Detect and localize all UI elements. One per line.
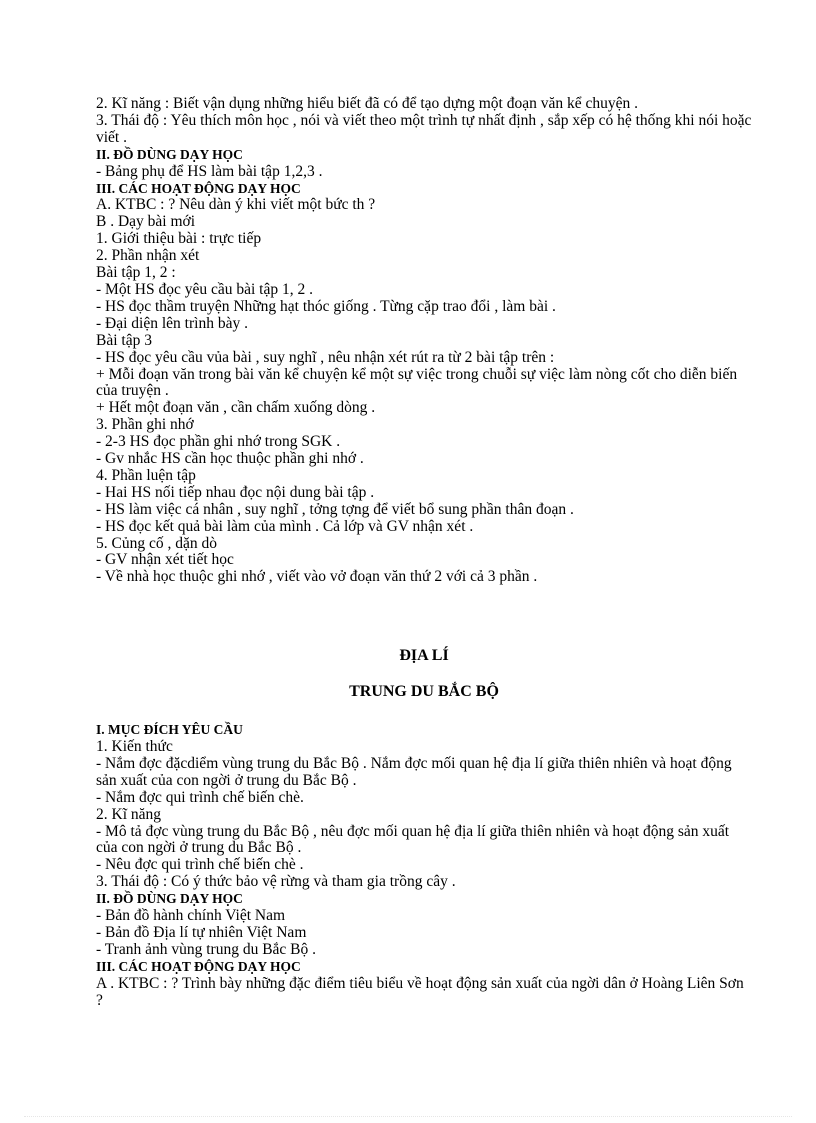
section-heading: III. CÁC HOẠT ĐỘNG DẠY HỌC [96,180,301,196]
text-line: - Hai HS nối tiếp nhau đọc nội dung bài tập . [96,483,375,501]
title-gap [96,701,752,722]
lesson-section-dia-li [96,722,752,1009]
text-line: - Mô tả đợc vùng trung du Bắc Bộ , nêu đợc mối quan hệ địa lí giữa thiên nhiên và hoạt động sản xuất của con ngời ở trung du Bắc Bộ . [96,822,730,857]
text-line: - HS làm việc cá nhân , suy nghĩ , tởng tợng để viết bổ sung phần thân đoạn . [96,500,574,518]
text-line: Bài tập 3 [96,331,152,349]
text-line: - Gv nhắc HS cần học thuộc phần ghi nhớ . [96,450,364,468]
section-heading: II. ĐỒ DÙNG DẠY HỌC [96,891,243,907]
text-line: A. KTBC : ? Nêu dàn ý khi viết một bức th ? [96,196,376,214]
text-line: Bài tập 1, 2 : [96,264,176,282]
title-gap [96,665,752,684]
subject-heading: ĐỊA LÍ [399,647,449,665]
text-line: - Về nhà học thuộc ghi nhớ , viết vào vở đoạn văn thứ 2 với cả 3 phần . [96,568,538,586]
section-heading: II. ĐỒ DÙNG DẠY HỌC [96,146,243,162]
text-line: + Mỗi đoạn văn trong bài văn kể chuyện kể một sự việc trong chuỗi sự việc làm nòng cốt cho diễn biến của truyện . [96,365,738,400]
text-line: 2. Phần nhận xét [96,247,200,265]
text-line: 5. Củng cố , dặn dò [96,534,217,552]
text-line: 1. Kiến thức [96,738,173,755]
document-page [96,96,752,1010]
text-line: - HS đọc kết quả bài làm của mình . Cả lớp và GV nhận xét . [96,517,474,535]
lesson-section-tieng-viet [96,96,752,586]
text-line: 3. Thái độ : Yêu thích môn học , nói và viết theo một trình tự nhất định , sắp xếp có hệ thống khi nói hoặc viết . [96,111,752,146]
text-line: - Nêu đợc qui trình chế biến chè . [96,856,304,874]
text-line: - Đại diện lên trình bày . [96,314,248,332]
text-line: 3. Phần ghi nhớ [96,416,194,434]
text-line: 3. Thái độ : Có ý thức bảo vệ rừng và tham gia trồng cây . [96,873,456,891]
text-line: - Bảng phụ để HS làm bài tập 1,2,3 . [96,162,323,180]
text-line: - 2-3 HS đọc phần ghi nhớ trong SGK . [96,433,341,451]
text-line: - Nắm đợc đặcdiểm vùng trung du Bắc Bộ . Nắm đợc mối quan hệ địa lí giữa thiên nhiên và hoạt động sản xuất của con ngời ở trung du Bắc Bộ . [96,754,732,789]
text-line: 2. Kĩ năng : Biết vận dụng những hiểu biết đã có để tạo dựng một đoạn văn kể chuyện . [96,95,638,112]
text-line: - Nắm đợc qui trình chế biến chè. [96,788,304,806]
text-line: B . Dạy bài mới [96,213,196,231]
text-line: - HS đọc yêu cầu vủa bài , suy nghĩ , nêu nhận xét rút ra từ 2 bài tập trên : [96,348,555,366]
section-heading: I. MỤC ĐÍCH YÊU CẦU [96,722,243,738]
text-line: - HS đọc thầm truyện Những hạt thóc giống . Từng cặp trao đổi , làm bài . [96,297,556,315]
text-line: - Tranh ảnh vùng trung du Bắc Bộ . [96,940,317,958]
text-line: 1. Giới thiệu bài : trực tiếp [96,230,262,248]
text-line: - Một HS đọc yêu cầu bài tập 1, 2 . [96,280,313,298]
page-bottom-border [24,1116,792,1117]
text-line: A . KTBC : ? Trình bày những đặc điểm tiêu biểu về hoạt động sản xuất của ngời dân ở Hoàng Liên Sơn ? [96,974,744,1009]
section-gap [96,586,752,648]
text-line: 4. Phần luện tập [96,466,196,484]
text-line: 2. Kĩ năng [96,805,162,823]
lesson-title: TRUNG DU BẮC BỘ [349,683,499,701]
text-line: - Bản đồ hành chính Việt Nam [96,907,286,925]
text-line: - GV nhận xét tiết học [96,551,234,569]
text-line: + Hết một đoạn văn , cần chấm xuống dòng . [96,399,376,417]
section-heading: III. CÁC HOẠT ĐỘNG DẠY HỌC [96,958,301,974]
text-line: - Bản đồ Địa lí tự nhiên Việt Nam [96,923,307,941]
